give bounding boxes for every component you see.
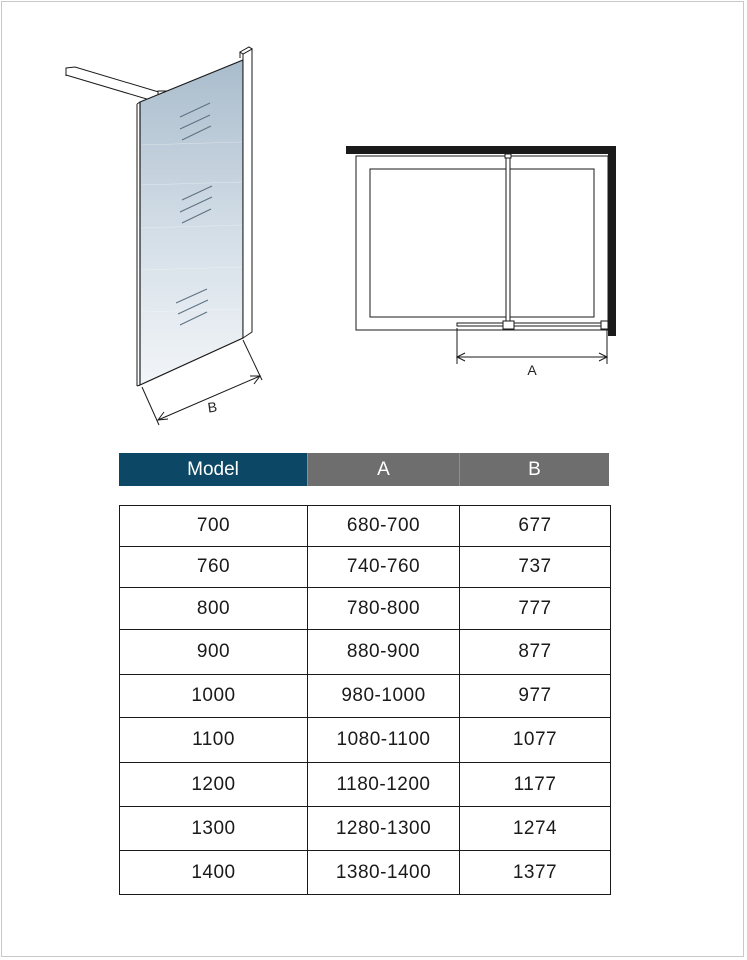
model-cell: 1000: [120, 675, 308, 718]
header-model: Model: [119, 453, 307, 486]
plan-glass-panel: [457, 321, 608, 329]
dimension-a-cell: 1180-1200: [308, 763, 460, 807]
dimension-b-cell: 1274: [460, 807, 611, 851]
table-row: [120, 718, 611, 763]
dimension-b-cell: 977: [460, 675, 611, 718]
dimension-a-cell: 740-760: [308, 547, 460, 588]
table-row: [120, 506, 611, 547]
header-b: B: [459, 453, 609, 486]
shower-tray-inner: [370, 169, 594, 317]
dimension-a: [457, 328, 607, 364]
dimension-b-cell: 1077: [460, 718, 611, 763]
size-table: [119, 505, 611, 895]
dimension-b-cell: 1377: [460, 851, 611, 895]
model-cell: 1200: [120, 763, 308, 807]
model-cell: 1400: [120, 851, 308, 895]
table-row: [120, 807, 611, 851]
table-row: [120, 851, 611, 895]
dimension-a-cell: 680-700: [308, 506, 460, 547]
dimension-a-cell: 1280-1300: [308, 807, 460, 851]
table-row: [120, 630, 611, 675]
model-cell: 1100: [120, 718, 308, 763]
dimension-a-cell: 880-900: [308, 630, 460, 675]
model-cell: 1300: [120, 807, 308, 851]
table-row: [120, 588, 611, 630]
shower-diagrams: [0, 0, 747, 450]
shower-tray-outline: [356, 156, 608, 330]
dimension-b-cell: 877: [460, 630, 611, 675]
dimension-b-cell: 737: [460, 547, 611, 588]
model-cell: 700: [120, 506, 308, 547]
dimension-b-cell: 1177: [460, 763, 611, 807]
plan-stabiliser-bar: [505, 154, 511, 322]
dimension-b-cell: 677: [460, 506, 611, 547]
table-row: [120, 763, 611, 807]
dimension-a-cell: 980-1000: [308, 675, 460, 718]
dimension-b-label: B: [206, 398, 219, 416]
model-cell: 760: [120, 547, 308, 588]
glass-panel: [140, 60, 243, 385]
header-a: A: [307, 453, 459, 486]
dimension-b-cell: 777: [460, 588, 611, 630]
table-row: [120, 547, 611, 588]
model-cell: 800: [120, 588, 308, 630]
dimension-a-cell: 1080-1100: [308, 718, 460, 763]
table-row: [120, 675, 611, 718]
model-cell: 900: [120, 630, 308, 675]
panel-perspective-view: [66, 47, 262, 425]
side-wall: [608, 146, 616, 336]
plan-view: [346, 146, 616, 378]
dimension-a-cell: 1380-1400: [308, 851, 460, 895]
back-wall: [346, 146, 616, 154]
dimension-a-cell: 780-800: [308, 588, 460, 630]
stabiliser-bar: [66, 67, 168, 101]
dimension-a-label: A: [527, 362, 537, 378]
